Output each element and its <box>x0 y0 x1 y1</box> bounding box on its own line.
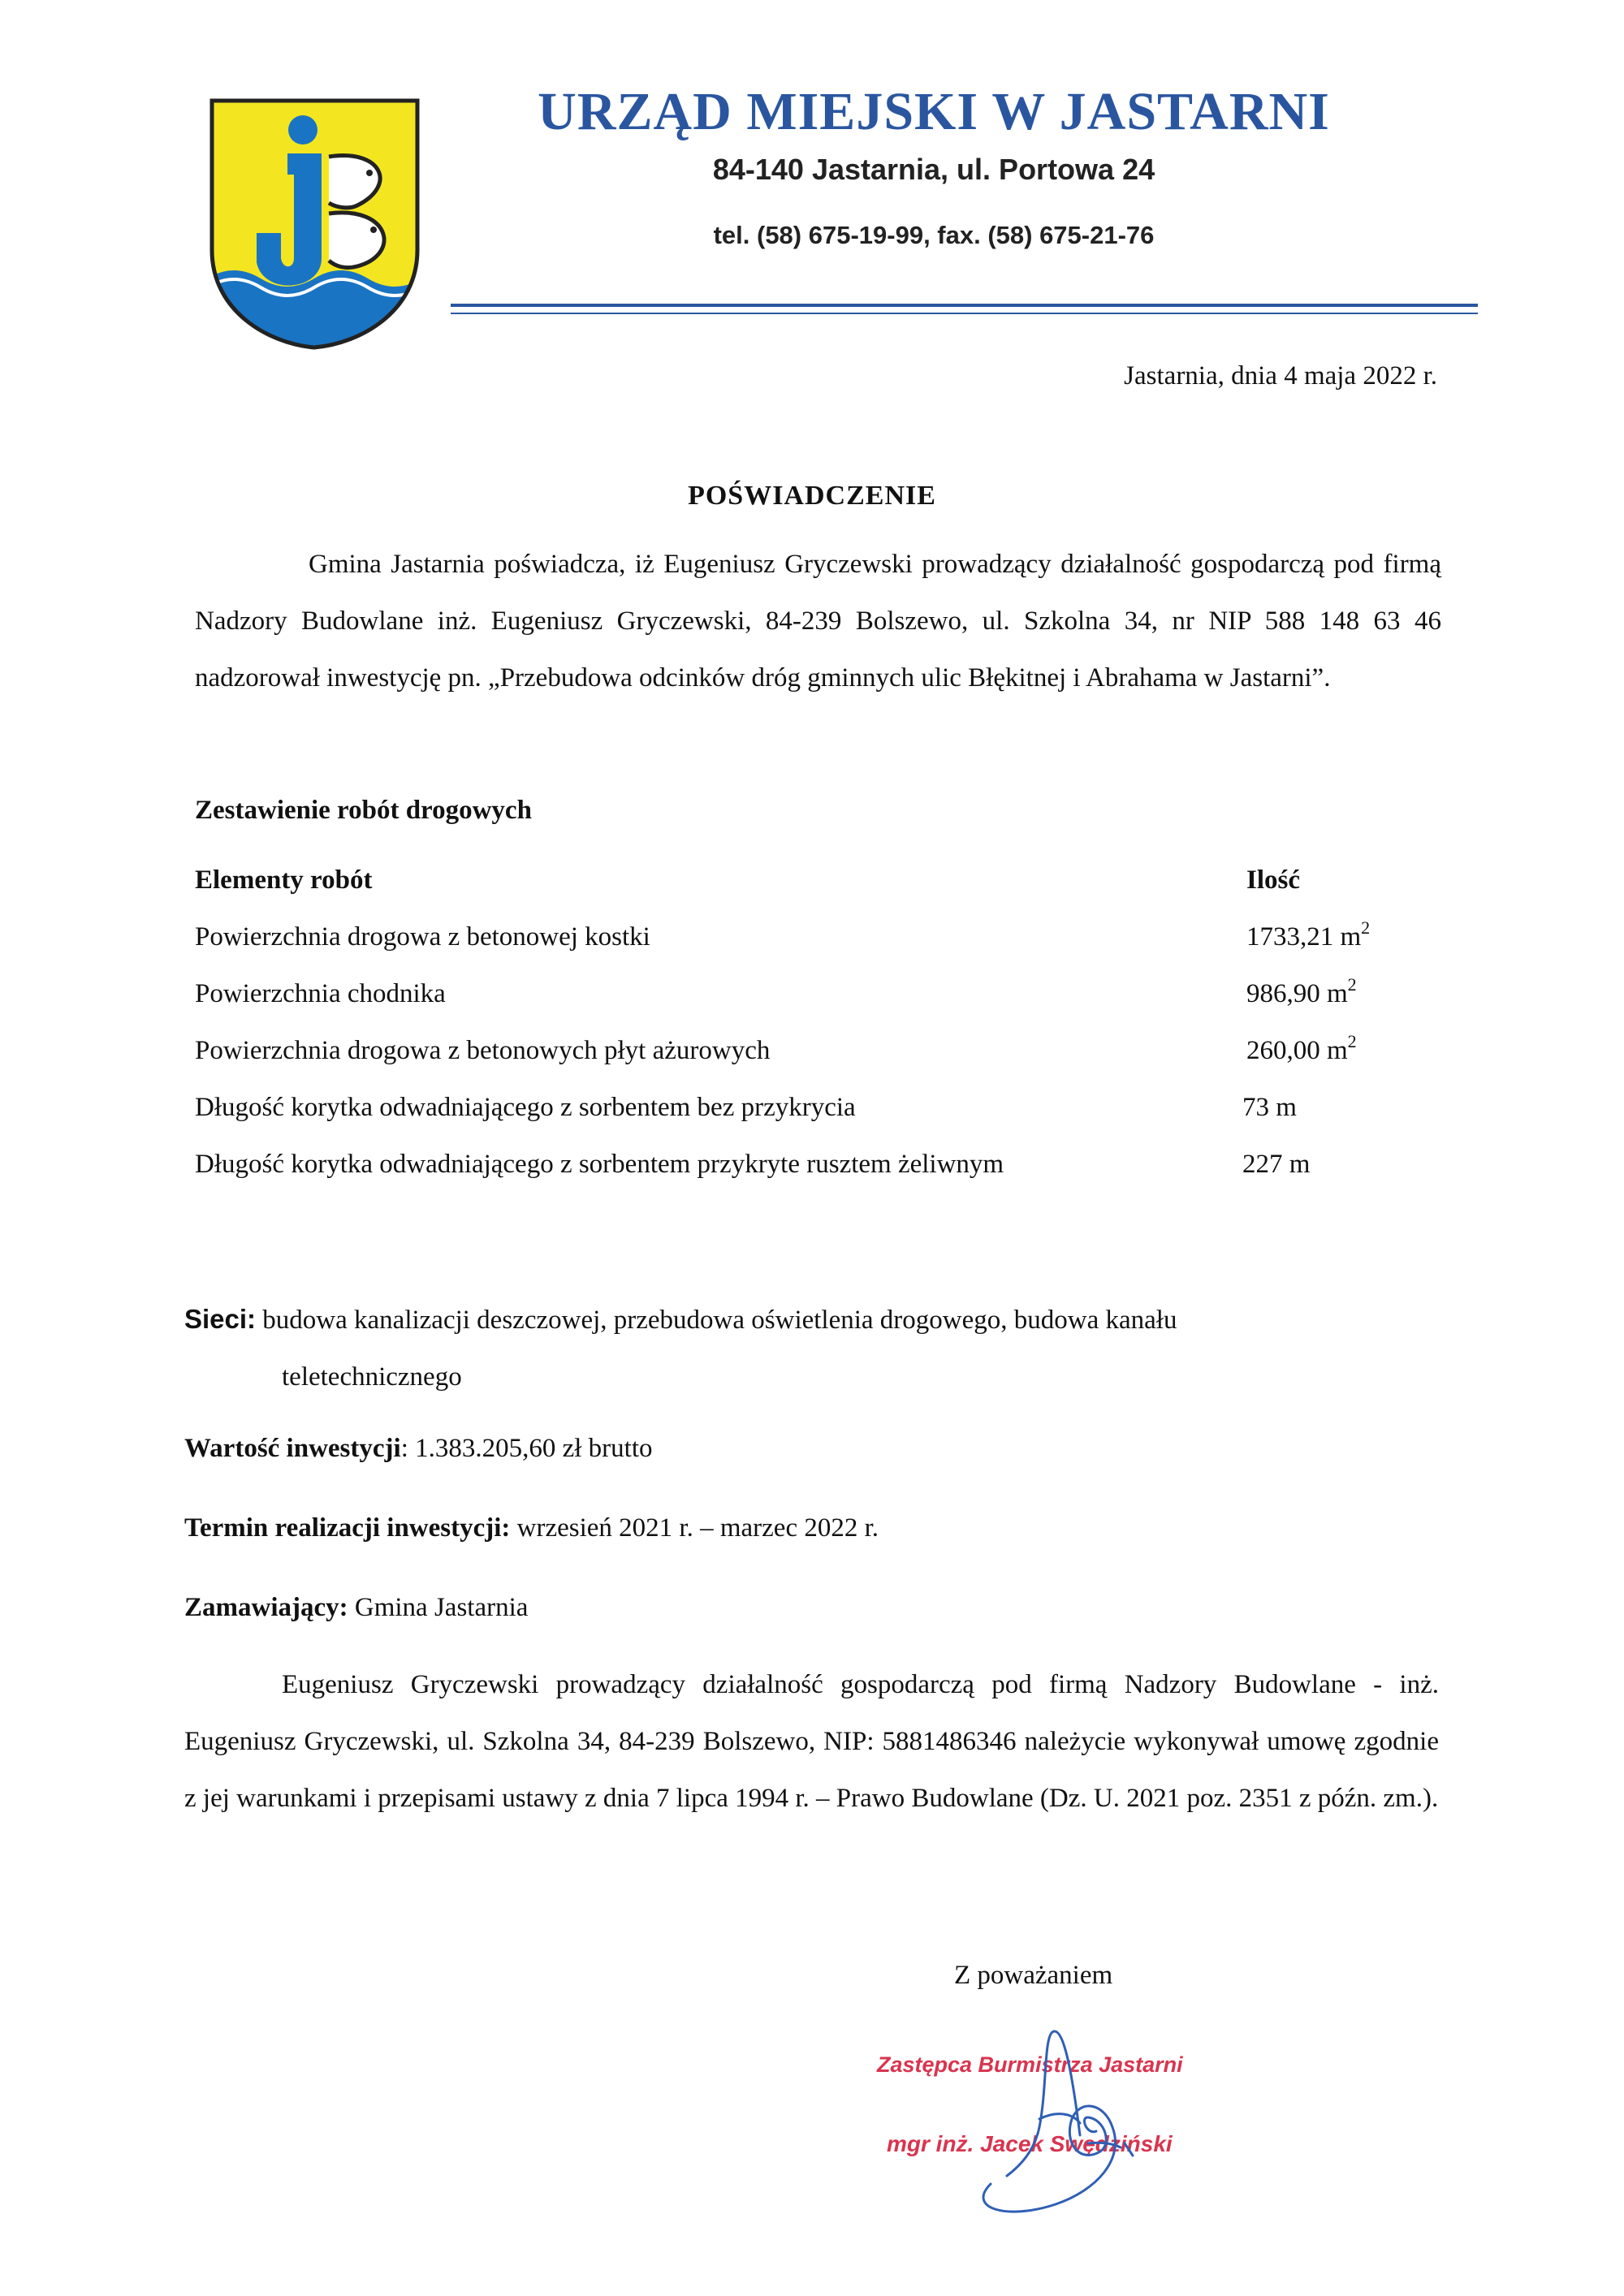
networks-label: Sieci: <box>184 1304 257 1334</box>
table-row <box>195 1150 1437 1206</box>
investment-term-text: wrzesień 2021 r. – marzec 2022 r. <box>516 1513 879 1543</box>
work-quantity: 986,90 $m^2$ <box>1246 974 1357 1008</box>
works-table-header <box>195 865 1437 922</box>
work-quantity: 73 m <box>1242 1093 1297 1122</box>
table-row <box>195 1093 1437 1150</box>
document-date: Jastarnia, dnia 4 maja 2022 r. <box>1124 361 1437 391</box>
work-quantity: 260,00 $m^2$ <box>1246 1031 1357 1065</box>
ordering-party-text: Gmina Jastarnia <box>354 1593 529 1622</box>
investment-value-text: : 1.383.205,60 zł brutto <box>400 1434 653 1463</box>
document-title: POŚWIADCZENIE <box>688 481 936 511</box>
investment-term-label: Termin realizacji inwestycji: <box>184 1513 511 1543</box>
investment-value-field <box>184 1420 653 1477</box>
works-table <box>195 865 1437 1206</box>
stamp-position-title: Zastępca Burmistrza Jastarni <box>877 2052 1183 2077</box>
closing-paragraph: Eugeniusz Gryczewski prowadzący działalność gospodarczą pod firmą Nadzory Budowlane - inż. Eugeniusz Gryczewski, ul. Szkolna 34, 84-239 Bolszewo, NIP: 5881486346 należycie wykonywał umowę zgodnie z jej warunkami i przepisami ustawy z dnia 7 lipca 1994 r. – Prawo Budowlane (Dz. U. 2021 poz. 2351 z późn. zm.). <box>184 1670 1439 1813</box>
office-address: 84-140 Jastarnia, ul. Portowa 24 <box>712 153 1155 186</box>
closing-regards: Z poważaniem <box>954 1961 1113 1990</box>
jastarnia-crest-logo <box>207 96 422 352</box>
work-element: Długość korytka odwadniającego z sorbentem bez przykrycia <box>195 1093 856 1122</box>
work-quantity: 227 m <box>1242 1150 1311 1179</box>
works-summary-heading: Zestawienie robót drogowych <box>195 796 532 825</box>
table-row <box>195 974 1437 1036</box>
work-quantity: 1733,21 $m^2$ <box>1246 917 1371 952</box>
column-header-quantity: Ilość <box>1246 865 1300 895</box>
intro-paragraph: Gmina Jastarnia poświadcza, iż Eugeniusz Gryczewski prowadzący działalność gospodarczą pod firmą Nadzory Budowlane inż. Eugeniusz Gryczewski, 84-239 Bolszewo, ul. Szkolna 34, nr NIP 588 148 63 46 nadzorował inwestycję pn. „Przebudowa odcinków dróg gminnych ulic Błękitnej i Abrahama w Jastarni”. <box>195 550 1441 693</box>
table-row <box>195 917 1437 979</box>
work-element: Długość korytka odwadniającego z sorbentem przykryte rusztem żeliwnym <box>195 1150 1004 1179</box>
header-divider-thin <box>451 313 1478 314</box>
investment-term-field <box>184 1500 879 1556</box>
office-name-heading: URZĄD MIEJSKI W JASTARNI <box>538 82 1330 141</box>
ordering-party-field <box>184 1579 528 1636</box>
investment-value-label: Wartość inwestycji <box>184 1434 401 1463</box>
work-element: Powierzchnia drogowa z betonowych płyt ażurowych <box>195 1036 771 1065</box>
work-element: Powierzchnia drogowa z betonowej kostki <box>195 922 650 952</box>
table-row <box>195 1031 1437 1093</box>
handwritten-signature <box>958 2022 1169 2216</box>
networks-text-continued: teletechnicznego <box>282 1362 462 1392</box>
work-element: Powierzchnia chodnika <box>195 979 446 1008</box>
networks-text: budowa kanalizacji deszczowej, przebudowa oświetlenia drogowego, budowa kanału <box>262 1306 1177 1335</box>
networks-field <box>184 1291 1439 1405</box>
column-header-element: Elementy robót <box>195 865 373 895</box>
office-contact: tel. (58) 675-19-99, fax. (58) 675-21-76 <box>713 221 1155 249</box>
stamp-signatory-name: mgr inż. Jacek Swędziński <box>887 2131 1173 2156</box>
header-divider-thick <box>451 304 1478 307</box>
ordering-party-label: Zamawiający: <box>184 1593 348 1622</box>
